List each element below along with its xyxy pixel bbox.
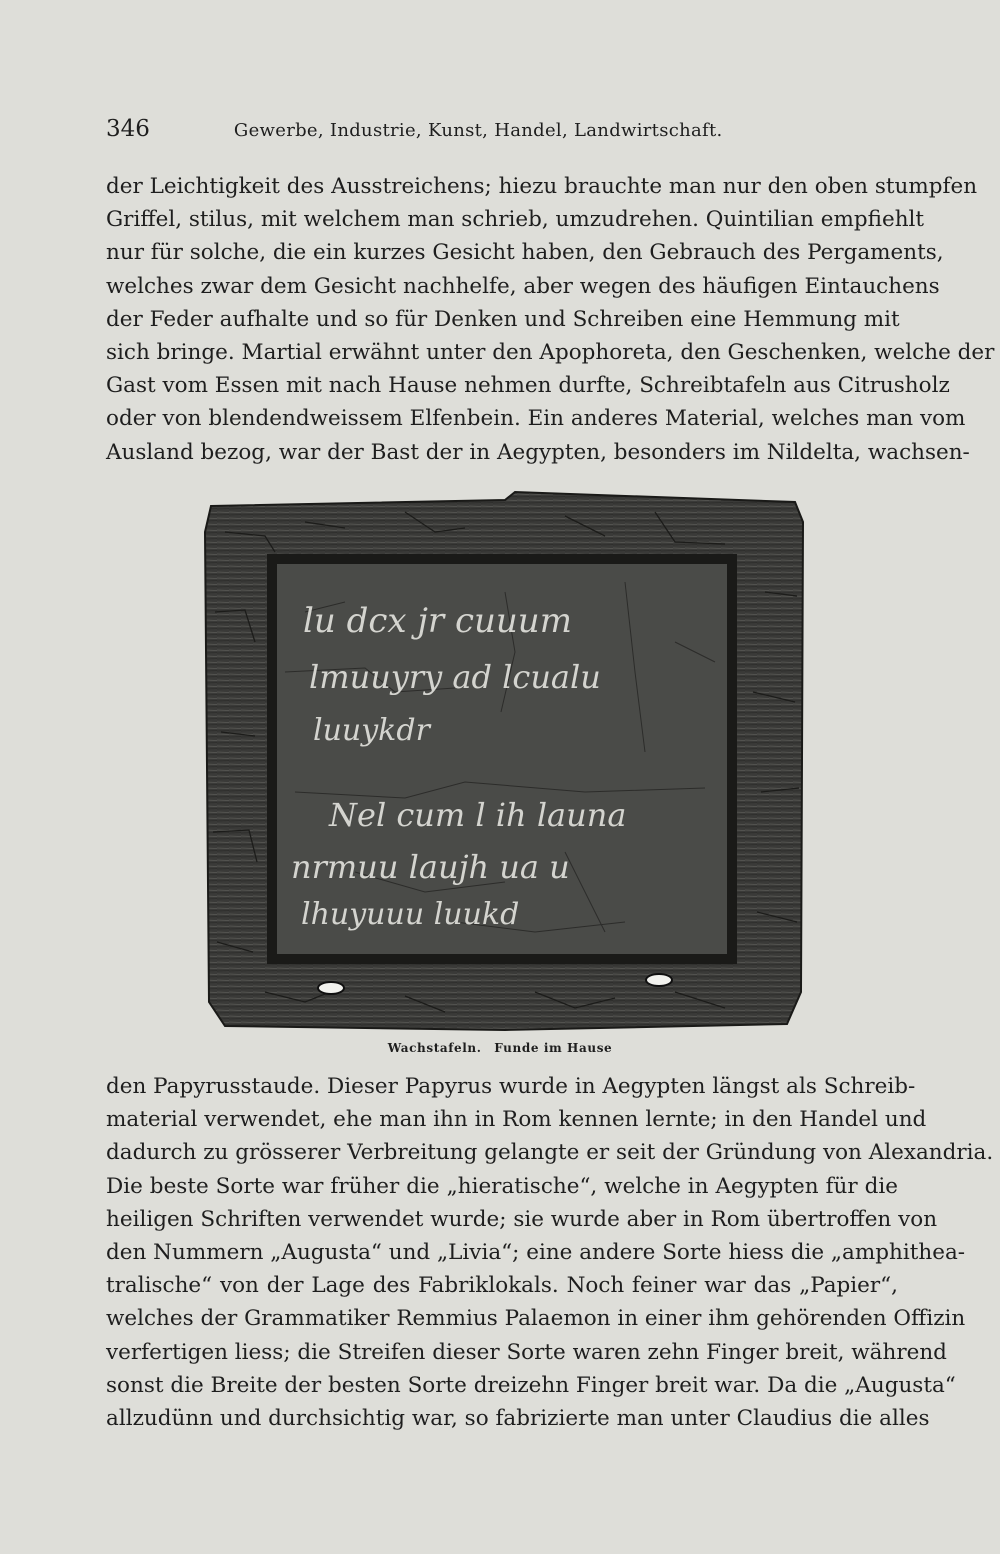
text-line: welches der Grammatiker Remmius Palaemon in einer ihm gehörenden Offizin [106, 1306, 966, 1332]
wax-tablet-illustration [205, 492, 805, 1032]
paragraph-top [106, 170, 995, 469]
inscription-line: nrmuu laujh ua u [291, 848, 570, 886]
tablet-hole-left [318, 982, 344, 994]
text-line: Griffel, stilus, mit welchem man schrieb, umzudrehen. Quintilian empfiehlt [106, 207, 925, 233]
page-header [106, 116, 896, 150]
text-line: sonst die Breite der besten Sorte dreizehn Finger breit war. Da die „Augusta“ [106, 1372, 956, 1398]
paragraph-bottom [106, 1070, 994, 1435]
text-line: welches zwar dem Gesicht nachhelfe, aber wegen des häufigen Eintauchens [106, 273, 940, 299]
figure-caption [0, 1041, 1000, 1055]
page-number: 346 [106, 116, 150, 142]
text-line: allzudünn und durchsichtig war, so fabrizierte man unter Claudius die alles [106, 1406, 930, 1432]
text-line: dadurch zu grösserer Verbreitung gelangte er seit der Gründung von Alexandria. [106, 1140, 994, 1166]
text-line: Die beste Sorte war früher die „hieratische“, welche in Aegypten für die [106, 1173, 898, 1199]
text-line: material verwendet, ehe man ihn in Rom kennen lernte; in den Handel und [106, 1107, 927, 1133]
caption-title: Wachstafeln. [387, 1041, 482, 1055]
text-line: tralische“ von der Lage des Fabriklokals. Noch feiner war das „Papier“, [106, 1273, 898, 1299]
running-title: Gewerbe, Industrie, Kunst, Handel, Landwirtschaft. [233, 120, 723, 141]
text-line: Ausland bezog, war der Bast der in Aegypten, besonders im Nildelta, wachsen- [106, 439, 970, 465]
inscription-line: luuykdr [313, 713, 430, 748]
text-line: der Leichtigkeit des Ausstreichens; hiezu brauchte man nur den oben stumpfen [106, 174, 978, 199]
text-line: der Feder aufhalte und so für Denken und Schreiben eine Hemmung mit [106, 306, 900, 332]
text-line: verfertigen liess; die Streifen dieser Sorte waren zehn Finger breit, während [106, 1339, 947, 1365]
text-line: den Papyrusstaude. Dieser Papyrus wurde in Aegypten längst als Schreib- [106, 1074, 916, 1099]
inscription-line: Nel cum l ih launa [329, 796, 627, 834]
caption-subtitle: Funde im Hause [494, 1041, 613, 1055]
text-line: den Nummern „Augusta“ und „Livia“; eine andere Sorte hiess die „amphithea- [106, 1240, 966, 1266]
text-line: sich bringe. Martial erwähnt unter den Apophoreta, den Geschenken, welche der [106, 340, 995, 366]
inscription-line: lmuuyry ad lcualu [309, 658, 601, 696]
text-line: oder von blendendweissem Elfenbein. Ein anderes Material, welches man vom [106, 406, 966, 432]
text-line: Gast vom Essen mit nach Hause nehmen durfte, Schreibtafeln aus Citrusholz [106, 373, 950, 399]
inscription-line: lhuyuuu luukd [301, 897, 520, 932]
tablet-hole-right [646, 974, 672, 986]
text-line: heiligen Schriften verwendet wurde; sie wurde aber in Rom übertroffen von [106, 1206, 938, 1232]
inscription-line: lu dcx jr cuuum [303, 601, 572, 641]
wax-tablet-figure [205, 492, 805, 1032]
text-line: nur für solche, die ein kurzes Gesicht haben, den Gebrauch des Pergaments, [106, 240, 944, 266]
